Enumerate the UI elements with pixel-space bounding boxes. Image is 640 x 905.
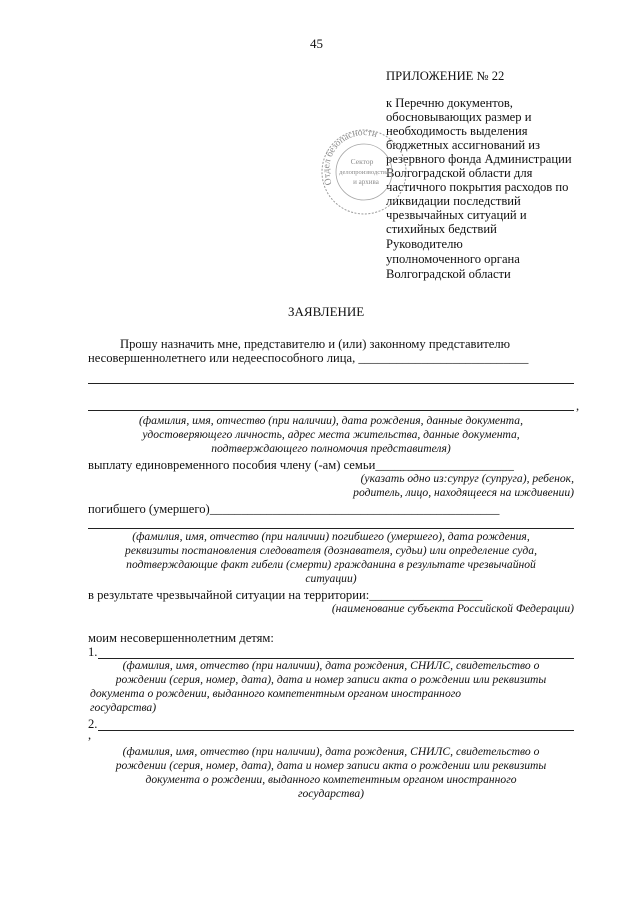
stamp-inner-line: и архива <box>353 178 379 186</box>
children-label: моим несовершеннолетним детям: <box>88 631 274 645</box>
addressee-line: уполномоченного органа <box>386 252 520 266</box>
hint-line: (наименование субъекта Российской Федерации) <box>331 602 574 615</box>
hint-line: ситуации) <box>305 572 357 585</box>
addressee-line: Волгоградской области <box>386 267 511 281</box>
appendix-line: ликвидации последствий <box>386 194 521 208</box>
hint-line: рождении (серия, номер, дата), дата и номер записи акта о рождении или реквизиты <box>115 759 547 772</box>
appendix-line: к Перечню документов, <box>386 96 513 110</box>
hint-line: документа о рождении, выданного компетентным органом иностранного <box>145 773 517 786</box>
hint-line: подтверждающего полномочия представителя) <box>211 442 451 455</box>
hint-line: подтверждающие факт гибели (смерти) гражданина в результате чрезвычайной <box>126 558 536 571</box>
hint-line: удостоверяющего личность, адрес места жительства, данные документа, <box>142 428 520 441</box>
hint-line: (фамилия, имя, отчество (при наличии), дата рождения, данные документа, <box>139 414 523 427</box>
family-hint <box>300 472 574 500</box>
payment-line: выплату единовременного пособия члену (-ам) семьи______________________ <box>88 458 514 472</box>
comma: , <box>88 728 92 742</box>
appendix-title: ПРИЛОЖЕНИЕ № 22 <box>386 69 505 83</box>
hint-line: реквизиты постановления следователя (дознавателя, судьи) или определение суда, <box>125 544 537 557</box>
hint-line: (фамилия, имя, отчество (при наличии), дата рождения, СНИЛС, свидетельство о <box>122 659 540 672</box>
hint-line: государства) <box>90 701 157 714</box>
hint-line: рождении (серия, номер, дата), дата и номер записи акта о рождении или реквизиты <box>115 673 547 686</box>
hint-line: (фамилия, имя, отчество (при наличии), дата рождения, СНИЛС, свидетельство о <box>122 745 540 758</box>
blank-line <box>98 730 574 731</box>
hint-line: документа о рождении, выданного компетентным органом иностранного <box>90 687 462 700</box>
blank-line <box>88 383 574 384</box>
page-number: 45 <box>310 36 323 51</box>
territory-line: в результате чрезвычайной ситуации на территории:__________________ <box>88 588 483 602</box>
appendix-line: бюджетных ассигнований из <box>386 138 541 152</box>
addressee-line: Руководителю <box>386 237 463 251</box>
intro-line: Прошу назначить мне, представителю и (или) законному представителю <box>120 337 511 351</box>
appendix-description <box>386 96 572 236</box>
stamp-outer-text: Отдел безопасности <box>322 128 379 187</box>
stamp-inner-line: Сектор <box>350 157 374 166</box>
comma: , <box>576 399 580 413</box>
hint-line: (указать одно из:супруг (супруга), ребенок, <box>360 472 574 485</box>
appendix-line: частичного покрытия расходов по <box>386 180 569 194</box>
deceased-hint <box>88 530 574 586</box>
child-number: 2. <box>88 717 98 731</box>
child2-hint <box>88 745 574 801</box>
form-title: ЗАЯВЛЕНИЕ <box>288 304 365 319</box>
deceased-label: погибшего (умершего)______________________________________________ <box>88 502 500 516</box>
appendix-line: чрезвычайных ситуаций и <box>386 208 527 222</box>
hint-line: государства) <box>297 787 365 800</box>
territory-hint <box>250 602 574 616</box>
appendix-line: обосновывающих размер и <box>386 110 532 124</box>
appendix-line: Волгоградской области для <box>386 166 533 180</box>
child1-hint <box>88 659 574 715</box>
stamp-inner-line: делопроизводства <box>339 169 389 176</box>
intro-line: несовершеннолетнего или недееспособного лица, ___________________________ <box>88 351 529 365</box>
child-number: 1. <box>88 645 98 659</box>
applicant-hint <box>88 414 574 456</box>
addressee-block <box>386 237 520 282</box>
appendix-line: резервного фонда Администрации <box>386 152 572 166</box>
stamp-seal <box>318 126 410 218</box>
blank-line <box>88 528 574 529</box>
appendix-line: необходимость выделения <box>386 124 528 138</box>
appendix-line: стихийных бедствий <box>386 222 497 236</box>
hint-line: родитель, лицо, находящееся на иждивении) <box>353 486 574 499</box>
hint-line: (фамилия, имя, отчество (при наличии) погибшего (умершего), дата рождения, <box>132 530 530 543</box>
blank-line <box>88 410 574 411</box>
